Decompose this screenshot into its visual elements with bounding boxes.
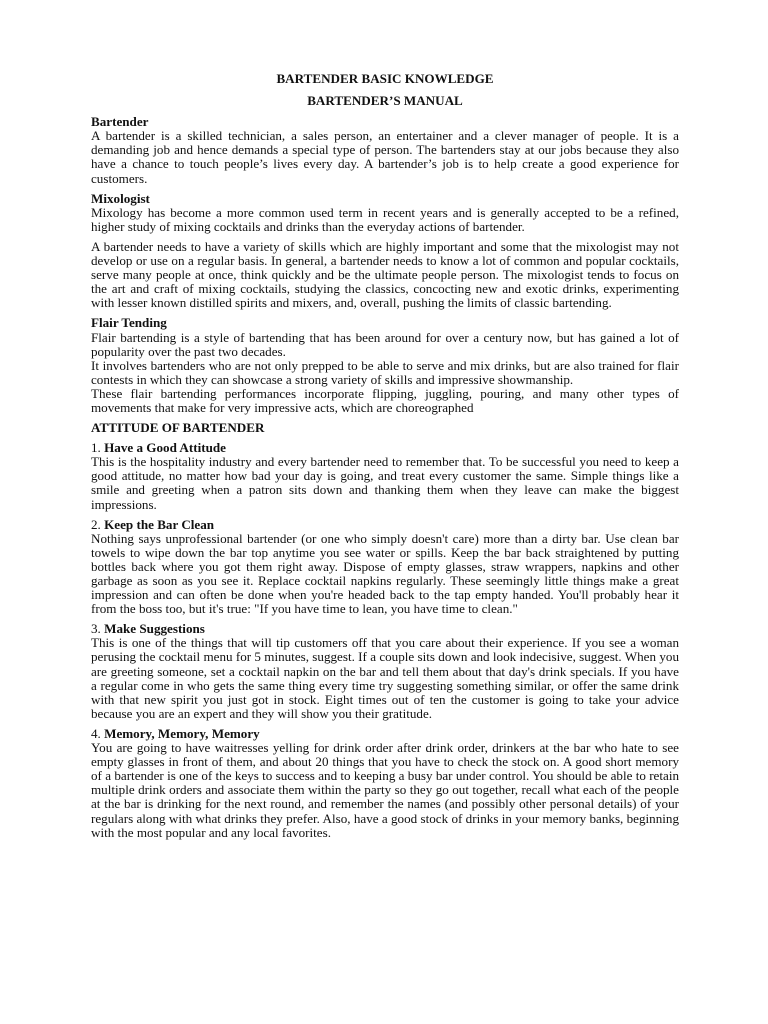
attitude-item <box>91 727 679 840</box>
section-flair-tending <box>91 316 679 415</box>
attitude-item <box>91 622 679 721</box>
section-heading: Flair Tending <box>91 315 167 331</box>
item-heading <box>91 622 679 636</box>
paragraph: Flair bartending is a style of bartending that has been around for over a century now, but has gained a lot of popularity over the past two decades. <box>91 329 679 359</box>
section-bartender <box>91 115 679 185</box>
item-heading <box>91 441 679 455</box>
item-number: 1. <box>91 440 101 456</box>
item-title: Make Suggestions <box>104 621 205 637</box>
attitude-heading: ATTITUDE OF BARTENDER <box>91 420 265 436</box>
paragraph: Nothing says unprofessional bartender (or one who simply doesn't care) more than a dirty bar. Use clean bar towels to wipe down the bar top anytime you see water or spills. Keep the bar back straightened by putting bottles back where you got them right away. Dispose of empty glasses, straw wrappers, napkins and other garbage as soon as you see it. Replace cocktail napkins regularly. These seemingly little things make a great impression and can often be done when you're headed back to the tap empty handed. You'll probably hear it from the boss too, but it's true: "If you have time to lean, you have time to clean." <box>91 530 679 617</box>
attitude-item <box>91 441 679 511</box>
paragraph: You are going to have waitresses yelling for drink order after drink order, drinkers at the bar who hate to see empty glasses in front of them, and about 20 things that you have to check the stock on. A good short memory of a bartender is one of the keys to success and to keeping a busy bar under control. You should be able to retain multiple drink orders and associate them within the party so they go out together, recall what each of the people at the bar is drinking for the next round, and remember the names (and possibly other personal details) of your regulars along with what drinks they prefer. Also, have a good stock of drinks in your memory banks, beginning with the most popular and any local favorites. <box>91 740 679 840</box>
document-subtitle: BARTENDER’S MANUAL <box>307 93 463 109</box>
paragraph: This is the hospitality industry and every bartender need to remember that. To be successful you need to keep a good attitude, no matter how bad your day is going, and treat every customer the same. Simple things like a smile and greeting when a patron sits down and thanking them when they leave can make the biggest impressions. <box>91 454 679 512</box>
item-title: Keep the Bar Clean <box>104 516 215 532</box>
item-number: 3. <box>91 621 101 637</box>
paragraph: A bartender needs to have a variety of skills which are highly important and some that the mixologist may not develop or use on a regular basis. In general, a bartender needs to know a lot of common and popular cocktails, serve many people at once, think quickly and be the ultimate people person. The mixologist tends to focus on the art and craft of mixing cocktails, studying the classics, concocting new and exotic drinks, experimenting with lesser known distilled spirits and mixers, and, overall, pushing the limits of classic bartending. <box>91 238 679 311</box>
paragraph: These flair bartending performances incorporate flipping, juggling, pouring, and many other types of movements that make for very impressive acts, which are choreographed <box>91 385 679 415</box>
paragraph: It involves bartenders who are not only prepped to be able to serve and mix drinks, but are also trained for flair contests in which they can showcase a strong variety of skills and impressive showmanship. <box>91 357 679 387</box>
item-title: Memory, Memory, Memory <box>104 725 260 741</box>
section-heading: Bartender <box>91 114 149 130</box>
item-title: Have a Good Attitude <box>104 440 226 456</box>
item-number: 4. <box>91 725 101 741</box>
section-mixologist <box>91 192 679 311</box>
item-heading <box>91 518 679 532</box>
item-number: 2. <box>91 516 101 532</box>
section-heading: Mixologist <box>91 190 150 206</box>
item-heading <box>91 727 679 741</box>
paragraph: This is one of the things that will tip customers off that you care about their experience. If you see a woman perusing the cocktail menu for 5 minutes, suggest. If a couple sits down and look indecisive, suggest. When you are greeting someone, set a cocktail napkin on the bar and tell them about that day's drink specials. If you have a regular come in who gets the same thing every time try suggesting something similar, or offer the same drink with that new spirit you just got in stock. Eight times out of ten the customer is going to take your advice because you are an expert and they will show you their gratitude. <box>91 635 679 721</box>
document-title: BARTENDER BASIC KNOWLEDGE <box>276 71 494 86</box>
paragraph: Mixology has become a more common used term in recent years and is generally accepted to be a refined, higher study of mixing cocktails and drinks than the everyday actions of bartender. <box>91 204 679 234</box>
paragraph: A bartender is a skilled technician, a sales person, an entertainer and a clever manager of people. It is a demanding job and hence demands a special type of person. The bartenders stay at our jobs because they also have a chance to touch people’s lives every day. A bartender’s job is to help create a good experience for customers. <box>91 128 679 186</box>
attitude-item <box>91 518 679 617</box>
document-page <box>91 72 679 846</box>
